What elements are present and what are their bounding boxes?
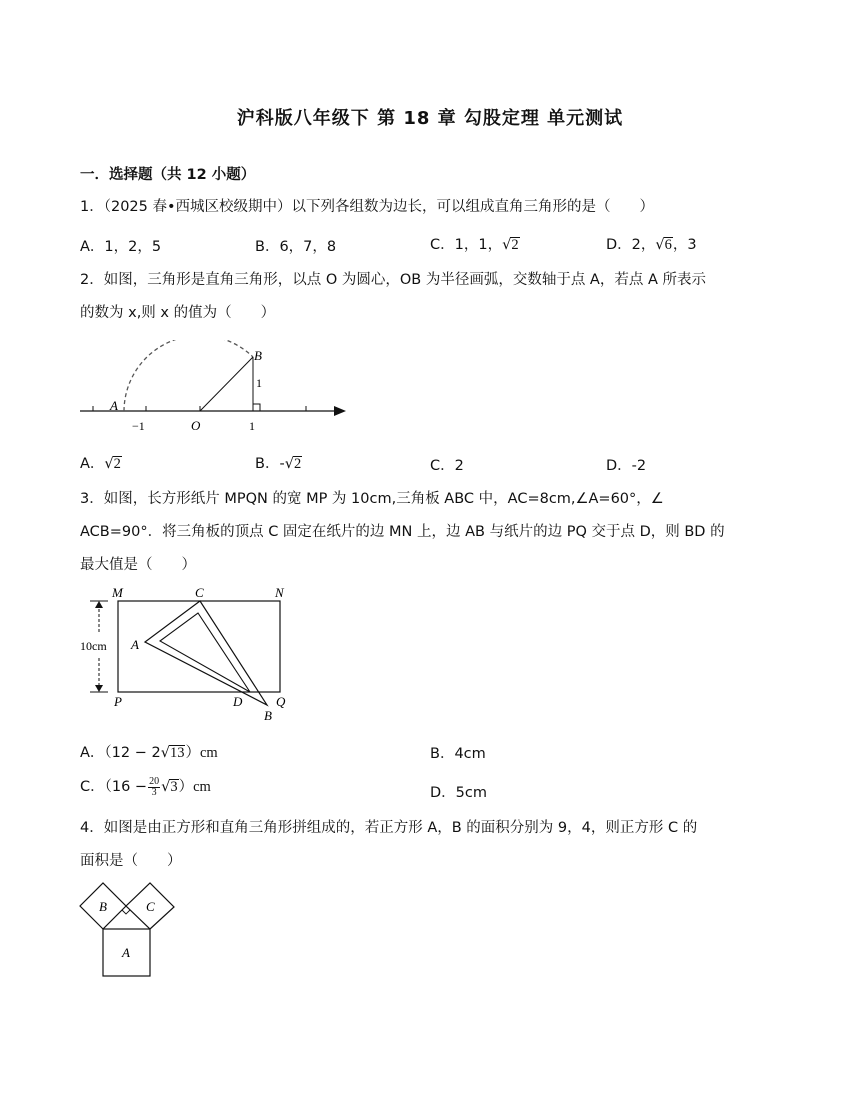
q2-option-a-prefix: A． xyxy=(80,456,105,472)
q1-option-d-radicand: 6 xyxy=(664,237,672,253)
label-c: C xyxy=(195,585,204,600)
right-angle-mark-icon xyxy=(253,404,260,411)
fraction-denominator: 3 xyxy=(151,786,157,798)
q3-option-d: D．5cm xyxy=(430,785,487,801)
label-b: B xyxy=(254,348,262,363)
question-1-stem: 1．（2025 春•西城区校级期中）以下列各组数为边长，可以组成直角三角形的是（ ） xyxy=(80,199,655,215)
sqrt-sign-icon: √ xyxy=(655,237,665,253)
tick-label-o: O xyxy=(191,418,201,433)
q2-option-b-radicand: 2 xyxy=(293,456,302,472)
question-3-stem-line2: ACB=90°．将三角板的顶点 C 固定在纸片的边 MN 上，边 AB 与纸片的边 PQ 交于点 D，则 BD 的 xyxy=(80,524,725,540)
label-b: B xyxy=(99,899,107,914)
label-side-1: 1 xyxy=(256,376,262,390)
hypotenuse-ob xyxy=(200,357,253,411)
squares-figure xyxy=(78,880,180,980)
label-b: B xyxy=(264,708,272,723)
tick-label-1: 1 xyxy=(249,419,255,433)
width-label: 10cm xyxy=(80,639,107,653)
q3-option-a-suffix: ）cm xyxy=(185,745,218,761)
q3-option-c-suffix: ）cm xyxy=(178,779,211,795)
q2-option-c: C．2 xyxy=(430,458,464,474)
right-angle-mark-icon xyxy=(122,910,130,914)
axis-arrow-icon xyxy=(334,406,346,416)
question-2-stem-line2: 的数为 x,则 x 的值为（ ） xyxy=(80,305,276,321)
triangle-abc-inner xyxy=(160,613,250,692)
q1-option-b: B．6，7，8 xyxy=(255,239,337,255)
q1-option-d-suffix: ，3 xyxy=(672,237,697,253)
q2-option-b xyxy=(255,452,302,473)
dashed-arc xyxy=(124,340,253,411)
label-d: D xyxy=(233,694,243,709)
label-q: Q xyxy=(276,694,286,709)
q3-option-b: B．4cm xyxy=(430,746,486,762)
section-heading: 一．选择题（共 12 小题） xyxy=(80,167,256,183)
label-p: P xyxy=(114,694,122,709)
question-2-stem-line1: 2．如图，三角形是直角三角形，以点 O 为圆心，OB 为半径画弧，交数轴于点 A，若点 A 所表示 xyxy=(80,272,706,288)
q1-option-d-prefix: D．2， xyxy=(606,237,656,253)
q1-option-a: A．1，2，5 xyxy=(80,239,162,255)
q3-option-a-radicand: 13 xyxy=(169,745,185,761)
arrow-up-icon xyxy=(95,601,103,608)
q3-option-c-radicand: 3 xyxy=(170,779,178,795)
q3-option-c xyxy=(80,775,211,798)
fraction xyxy=(148,777,160,798)
arrow-down-icon xyxy=(95,685,103,692)
q1-option-c-radicand: 2 xyxy=(511,237,519,253)
sqrt-sign-icon: √ xyxy=(104,456,114,472)
label-n: N xyxy=(275,585,284,600)
sqrt-sign-icon: √ xyxy=(502,237,512,253)
label-c: C xyxy=(146,899,155,914)
sqrt-sign-icon: √ xyxy=(161,779,171,795)
label-a: A xyxy=(131,637,139,652)
sqrt-sign-icon: √ xyxy=(160,745,170,761)
q2-option-a-radicand: 2 xyxy=(113,456,121,472)
page-title: 沪科版八年级下 第 18 章 勾股定理 单元测试 xyxy=(236,108,624,129)
question-3-stem-line3: 最大值是（ ） xyxy=(80,557,196,573)
q1-option-c-prefix: C．1，1， xyxy=(430,237,503,253)
label-a: A xyxy=(122,945,130,960)
question-3-stem-line1: 3．如图，长方形纸片 MPQN 的宽 MP 为 10cm,三角板 ABC 中，AC=8cm,∠A=60°，∠ xyxy=(80,491,664,507)
question-4-stem-line2: 面积是（ ） xyxy=(80,853,182,869)
q2-option-a xyxy=(80,452,122,473)
label-a: A xyxy=(110,398,118,413)
tick-label-minus1: −1 xyxy=(132,419,145,433)
number-line-figure xyxy=(80,340,350,440)
q3-option-a xyxy=(80,741,218,762)
label-m: M xyxy=(112,585,123,600)
q3-option-c-prefix: C．（16 − xyxy=(80,779,148,795)
rectangle-triangle-figure xyxy=(78,582,293,724)
question-4-stem-line1: 4．如图是由正方形和直角三角形拼组成的，若正方形 A，B 的面积分别为 9，4，则正方形 C 的 xyxy=(80,820,698,836)
q3-option-a-prefix: A．（12 − 2 xyxy=(80,745,161,761)
q2-option-d: D．-2 xyxy=(606,458,647,474)
q1-option-c xyxy=(430,233,520,254)
q2-option-b-prefix: B．- xyxy=(255,456,285,472)
fraction-numerator: 20 xyxy=(149,775,160,787)
q1-option-d xyxy=(606,233,697,254)
sqrt-sign-icon: √ xyxy=(284,456,294,472)
